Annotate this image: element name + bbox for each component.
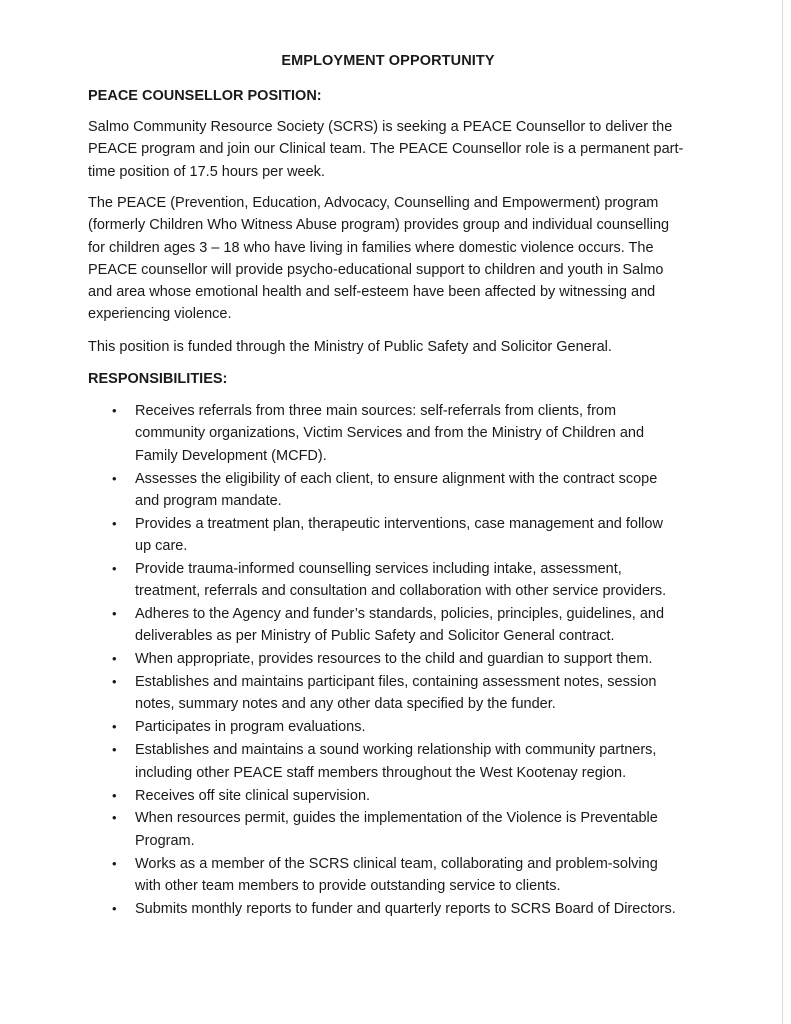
intro-line: PEACE program and join our Clinical team. The PEACE Counsellor role is a permanent part- xyxy=(88,141,684,158)
page-edge-line xyxy=(782,0,783,1024)
bullet-icon: • xyxy=(112,742,117,758)
position-heading: PEACE COUNSELLOR POSITION: xyxy=(88,88,322,104)
responsibility-text xyxy=(135,603,715,648)
responsibility-text xyxy=(135,785,715,807)
responsibility-line: Assesses the eligibility of each client, to ensure alignment with the contract scope xyxy=(135,470,658,487)
program-line: experiencing violence. xyxy=(88,306,232,323)
program-line: and area whose emotional health and self-esteem have been affected by witnessing and xyxy=(88,284,656,301)
responsibility-line: Receives referrals from three main sources: self-referrals from clients, from xyxy=(135,403,617,419)
responsibility-line: deliverables as per Ministry of Public Safety and Solicitor General contract. xyxy=(135,628,615,645)
bullet-icon: • xyxy=(112,719,117,735)
responsibility-line: Works as a member of the SCRS clinical team, collaborating and problem-solving xyxy=(135,855,658,872)
responsibility-text xyxy=(135,807,715,852)
bullet-icon: • xyxy=(112,560,117,576)
responsibility-line: Receives off site clinical supervision. xyxy=(135,787,371,804)
responsibility-text xyxy=(135,739,715,784)
intro-paragraph xyxy=(88,116,698,183)
responsibility-line: up care. xyxy=(135,537,188,554)
responsibility-text xyxy=(135,648,715,670)
responsibility-line: treatment, referrals and consultation and collaboration with other service providers. xyxy=(135,583,667,600)
bullet-icon: • xyxy=(112,651,117,667)
responsibility-line: community organizations, Victim Services and from the Ministry of Children and xyxy=(135,425,645,442)
responsibility-line: Establishes and maintains participant files, containing assessment notes, session xyxy=(135,674,657,691)
responsibility-text xyxy=(135,400,715,467)
responsibility-line: Program. xyxy=(135,832,195,849)
bullet-icon: • xyxy=(112,674,117,690)
intro-line: time position of 17.5 hours per week. xyxy=(88,163,325,180)
bullet-icon: • xyxy=(112,810,117,826)
bullet-icon: • xyxy=(112,470,117,486)
program-line: PEACE counsellor will provide psycho-educational support to children and youth in Salmo xyxy=(88,261,664,278)
bullet-icon: • xyxy=(112,900,117,916)
responsibility-line: and program mandate. xyxy=(135,492,282,509)
responsibility-line: Participates in program evaluations. xyxy=(135,719,366,736)
responsibility-line: Adheres to the Agency and funder’s standards, policies, principles, guidelines, and xyxy=(135,606,665,623)
bullet-icon: • xyxy=(112,403,117,418)
program-line: for children ages 3 – 18 who have living in families where domestic violence occurs. The xyxy=(88,239,654,256)
responsibility-text xyxy=(135,468,715,513)
responsibility-line: Family Development (MCFD). xyxy=(135,447,327,464)
responsibility-line: When resources permit, guides the implementation of the Violence is Preventable xyxy=(135,810,658,827)
bullet-icon: • xyxy=(112,855,117,871)
responsibility-text xyxy=(135,558,715,603)
bullet-icon: • xyxy=(112,515,117,531)
responsibility-line: When appropriate, provides resources to the child and guardian to support them. xyxy=(135,651,653,668)
program-line: (formerly Children Who Witness Abuse program) provides group and individual counselling xyxy=(88,217,670,234)
bullet-icon: • xyxy=(112,606,117,622)
responsibility-line: including other PEACE staff members throughout the West Kootenay region. xyxy=(135,764,627,781)
responsibility-line: Establishes and maintains a sound working relationship with community partners, xyxy=(135,742,657,759)
bullet-icon: • xyxy=(112,787,117,803)
responsibility-line: Provides a treatment plan, therapeutic interventions, case management and follow xyxy=(135,515,663,532)
program-paragraph xyxy=(88,192,698,326)
responsibility-line: Provide trauma-informed counselling services including intake, assessment, xyxy=(135,560,622,577)
responsibility-line: notes, summary notes and any other data specified by the funder. xyxy=(135,696,556,713)
responsibility-text xyxy=(135,898,715,920)
funding-line: This position is funded through the Ministry of Public Safety and Solicitor General. xyxy=(88,339,612,355)
intro-line: Salmo Community Resource Society (SCRS) is seeking a PEACE Counsellor to deliver the xyxy=(88,119,673,135)
program-line: The PEACE (Prevention, Education, Advocacy, Counselling and Empowerment) program xyxy=(88,195,659,211)
responsibility-text xyxy=(135,513,715,558)
funding-paragraph xyxy=(88,336,698,358)
responsibility-text xyxy=(135,671,715,716)
responsibilities-heading: RESPONSIBILITIES: xyxy=(88,371,228,387)
responsibility-line: Submits monthly reports to funder and quarterly reports to SCRS Board of Directors. xyxy=(135,900,676,917)
responsibility-line: with other team members to provide outstanding service to clients. xyxy=(135,877,561,894)
document-title: EMPLOYMENT OPPORTUNITY xyxy=(281,53,495,69)
responsibility-text xyxy=(135,716,715,738)
responsibility-text xyxy=(135,853,715,898)
